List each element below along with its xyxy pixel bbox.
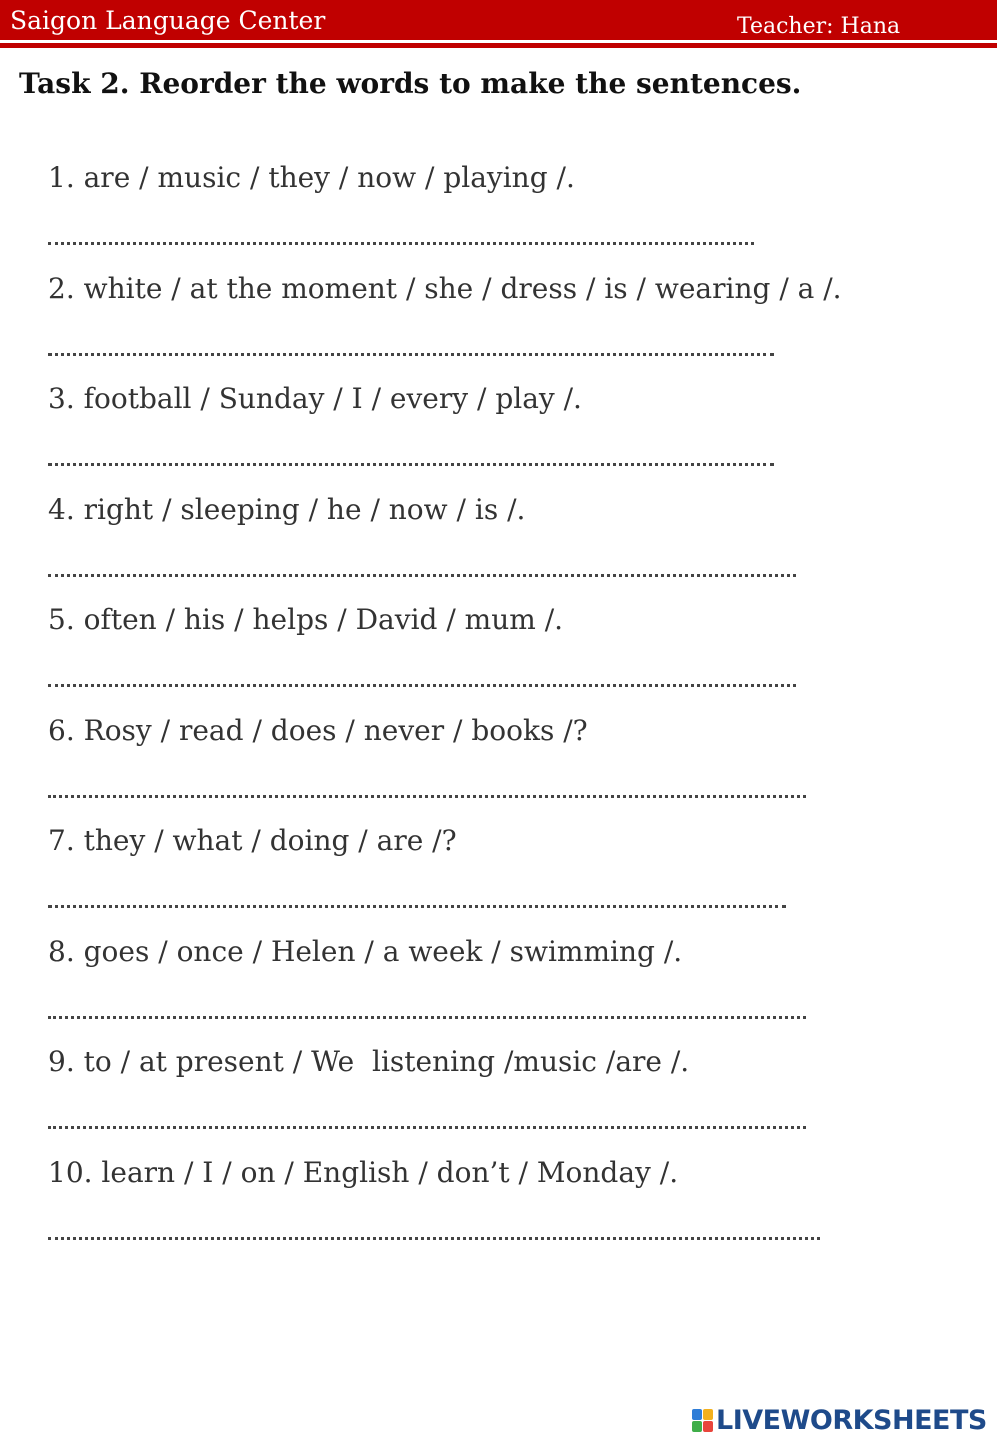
exercise-item [48, 1155, 968, 1266]
exercise-item [48, 271, 968, 382]
answer-line[interactable] [48, 1114, 806, 1129]
answer-line[interactable] [48, 783, 806, 798]
exercise-prompt: 9. to / at present / We listening /music /are /. [48, 1045, 690, 1078]
exercise-item [48, 713, 968, 824]
logo-square [703, 1409, 713, 1420]
liveworksheets-logo-icon [692, 1409, 713, 1432]
answer-line[interactable] [48, 562, 796, 577]
exercise-prompt: 8. goes / once / Helen / a week / swimming /. [48, 934, 683, 968]
teacher-name: Teacher: Hana [737, 14, 901, 39]
exercise-item [48, 492, 968, 603]
exercise-item [48, 160, 968, 271]
answer-line[interactable] [48, 341, 774, 356]
exercise-item [48, 602, 968, 713]
exercise-list [48, 160, 968, 1265]
exercise-prompt: 4. right / sleeping / he / now / is /. [48, 492, 526, 526]
exercise-prompt: 5. often / his / helps / David / mum /. [48, 603, 564, 636]
exercise-item [48, 823, 968, 934]
answer-line[interactable] [48, 1004, 806, 1019]
exercise-prompt: 6. Rosy / read / does / never / books /? [48, 713, 588, 747]
center-name: Saigon Language Center [10, 6, 326, 35]
exercise-item [48, 1044, 968, 1155]
exercise-prompt: 3. football / Sunday / I / every / play /. [48, 382, 582, 415]
exercise-item [48, 934, 968, 1045]
task-title: Task 2. Reorder the words to make the sentences. [19, 67, 802, 100]
answer-line[interactable] [48, 1225, 820, 1240]
liveworksheets-logo [692, 1404, 987, 1436]
exercise-prompt: 7. they / what / doing / are /? [48, 824, 457, 857]
answer-line[interactable] [48, 893, 786, 908]
header-bar [0, 0, 997, 40]
answer-line[interactable] [48, 451, 774, 466]
exercise-item [48, 381, 968, 492]
answer-line[interactable] [48, 230, 754, 245]
header-divider [0, 43, 997, 48]
answer-line[interactable] [48, 672, 796, 687]
exercise-prompt: 10. learn / I / on / English / don’t / Monday /. [48, 1155, 679, 1189]
exercise-prompt: 1. are / music / they / now / playing /. [48, 161, 575, 194]
logo-square [703, 1421, 713, 1432]
logo-text: LIVEWORKSHEETS [716, 1404, 987, 1436]
logo-square [692, 1421, 702, 1432]
exercise-prompt: 2. white / at the moment / she / dress / is / wearing / a /. [48, 271, 842, 305]
logo-square [692, 1409, 702, 1420]
